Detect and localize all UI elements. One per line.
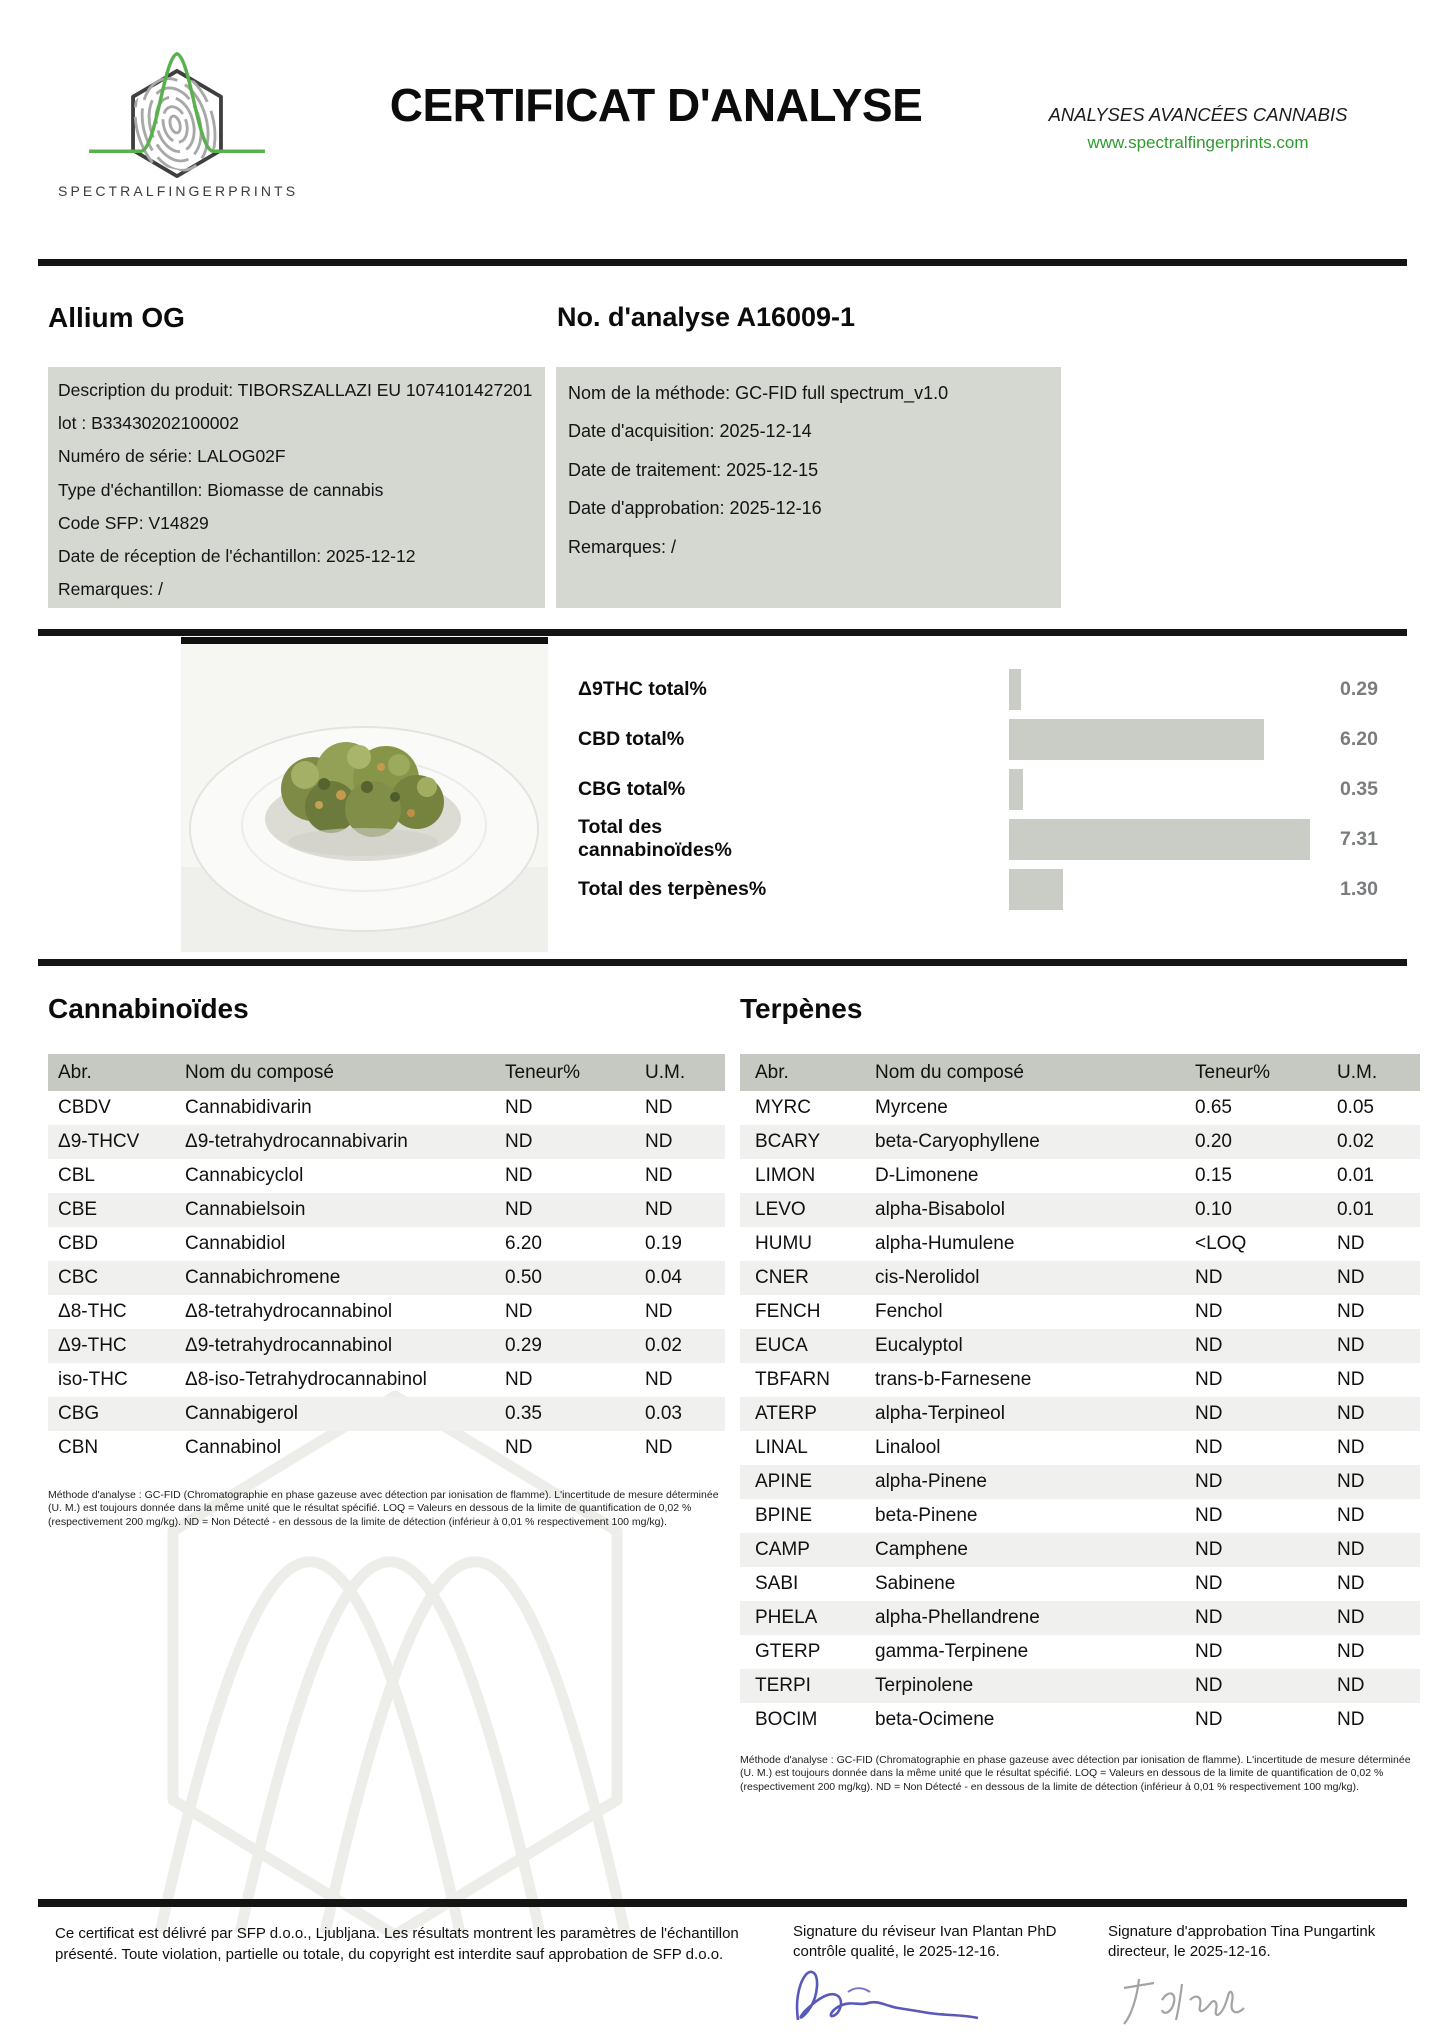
- chart-label: Δ9THC total%: [578, 677, 707, 700]
- table-cell: Cannabidiol: [185, 1233, 286, 1254]
- table-cell: 0.03: [645, 1403, 682, 1424]
- table-cell: EUCA: [755, 1335, 808, 1356]
- table-cell: 0.04: [645, 1267, 682, 1288]
- table-cell: alpha-Pinene: [875, 1471, 987, 1492]
- table-cell: Cannabielsoin: [185, 1199, 306, 1220]
- table-row: [48, 1397, 725, 1431]
- table-row: [48, 1193, 725, 1227]
- table-cell: ND: [505, 1301, 533, 1322]
- table-cell: APINE: [755, 1471, 813, 1492]
- table-cell: ND: [645, 1437, 673, 1458]
- table-row: [740, 1193, 1420, 1227]
- terpenes-table: [740, 1054, 1420, 1737]
- table-cell: ND: [1337, 1573, 1365, 1594]
- info-line: Nom de la méthode: GC-FID full spectrum_v1.0: [568, 383, 949, 403]
- table-row: [740, 1567, 1420, 1601]
- table-row: [740, 1397, 1420, 1431]
- table-cell: ND: [505, 1165, 533, 1186]
- table-row: [48, 1329, 725, 1363]
- table-cell: BOCIM: [755, 1709, 818, 1730]
- table-cell: 0.02: [645, 1335, 682, 1356]
- chart-bar: [1009, 769, 1023, 810]
- table-row: [740, 1635, 1420, 1669]
- table-cell: Fenchol: [875, 1301, 943, 1322]
- logo-wordmark: SPECTRALFINGERPRINTS: [58, 183, 299, 199]
- table-row: [740, 1601, 1420, 1635]
- table-cell: Camphene: [875, 1539, 968, 1560]
- table-cell: Cannabinol: [185, 1437, 282, 1458]
- table-cell: HUMU: [755, 1233, 812, 1254]
- chart-value: 0.35: [1340, 777, 1378, 800]
- table-cell: LIMON: [755, 1165, 816, 1186]
- table-cell: ND: [505, 1369, 533, 1390]
- table-cell: ND: [645, 1131, 673, 1152]
- table-cell: iso-THC: [58, 1369, 128, 1390]
- table-cell: alpha-Terpineol: [875, 1403, 1005, 1424]
- divider-footer: [38, 1899, 1407, 1907]
- reviewer-line1: Signature du réviseur Ivan Plantan PhD: [793, 1923, 1057, 1940]
- info-line: Date d'acquisition: 2025-12-14: [568, 421, 812, 442]
- table-cell: 0.01: [1337, 1199, 1374, 1220]
- table-cell: ND: [1337, 1505, 1365, 1526]
- table-cell: Sabinene: [875, 1573, 956, 1594]
- table-header-row: [48, 1054, 725, 1091]
- column-header: U.M.: [645, 1062, 686, 1083]
- info-line: Date de traitement: 2025-12-15: [568, 459, 819, 480]
- column-header: Teneur%: [505, 1062, 580, 1083]
- chart-label: CBD total%: [578, 727, 685, 750]
- table-cell: ND: [1195, 1539, 1223, 1560]
- table-cell: ND: [1337, 1267, 1365, 1288]
- table-row: [740, 1465, 1420, 1499]
- table-cell: Δ9-THCV: [58, 1131, 140, 1152]
- table-cell: 0.29: [505, 1335, 542, 1356]
- table-cell: CNER: [755, 1267, 809, 1288]
- hexagon-spectral-watermark-icon: [155, 1388, 635, 1945]
- table-cell: PHELA: [755, 1607, 818, 1628]
- table-cell: ND: [1195, 1573, 1223, 1594]
- table-cell: beta-Ocimene: [875, 1709, 995, 1730]
- table-cell: ND: [645, 1369, 673, 1390]
- sample-photo-art: [181, 637, 548, 952]
- table-cell: ND: [1337, 1709, 1365, 1730]
- table-cell: ATERP: [755, 1403, 817, 1424]
- table-row: [740, 1703, 1420, 1737]
- header-tagline-block: [1030, 104, 1366, 153]
- table-cell: 0.35: [505, 1403, 542, 1424]
- chart-bar: [1009, 869, 1063, 910]
- table-cell: GTERP: [755, 1641, 821, 1662]
- analysis-number: No. d'analyse A16009-1: [557, 302, 856, 332]
- chart-value: 6.20: [1340, 727, 1378, 750]
- method-note-terpenes: Méthode d'analyse : GC-FID (Chromatographie en phase gazeuse avec détection par ionisation de flamme). L'incertitude de mesure déterminée (U. M.) est toujours donnée dans la même unité que le résultat spécifié. LOQ = Valeurs en dessous de la limite de quantification de 0,02 % (respectivement 200 mg/kg). ND = Non Détecté - en dessous de la limite de détection (inférieur à 0,01 % respectivement 100 mg/kg).: [740, 1754, 1411, 1793]
- table-cell: CBD: [58, 1233, 99, 1254]
- table-cell: Δ8-THC: [58, 1301, 127, 1322]
- table-cell: ND: [1195, 1505, 1223, 1526]
- header-logo: [58, 48, 299, 199]
- table-row: [740, 1669, 1420, 1703]
- table-cell: D-Limonene: [875, 1165, 979, 1186]
- table-cell: ND: [645, 1199, 673, 1220]
- table-row: [740, 1499, 1420, 1533]
- column-header: Abr.: [755, 1062, 789, 1083]
- table-cell: alpha-Humulene: [875, 1233, 1015, 1254]
- column-header: Teneur%: [1195, 1062, 1270, 1083]
- table-row: [48, 1261, 725, 1295]
- table-cell: Δ8-tetrahydrocannabinol: [185, 1301, 393, 1322]
- approver-line2: directeur, le 2025-12-16.: [1108, 1943, 1271, 1960]
- column-header: Abr.: [58, 1062, 92, 1083]
- table-cell: ND: [1337, 1607, 1365, 1628]
- table-cell: SABI: [755, 1573, 799, 1594]
- info-line: Remarques: /: [58, 579, 164, 600]
- cannabis-sample-photo: [181, 637, 548, 952]
- table-cell: ND: [505, 1199, 533, 1220]
- table-cell: CBL: [58, 1165, 95, 1186]
- table-cell: BPINE: [755, 1505, 813, 1526]
- table-row: [740, 1363, 1420, 1397]
- table-cell: Δ8-iso-Tetrahydrocannabinol: [185, 1369, 427, 1390]
- table-cell: ND: [505, 1437, 533, 1458]
- table-row: [48, 1159, 725, 1193]
- table-cell: trans-b-Farnesene: [875, 1369, 1032, 1390]
- chart-bar: [1009, 719, 1264, 760]
- chart-value: 1.30: [1340, 877, 1378, 900]
- table-cell: cis-Nerolidol: [875, 1267, 980, 1288]
- column-header: Nom du composé: [185, 1062, 334, 1083]
- table-cell: alpha-Phellandrene: [875, 1607, 1040, 1628]
- table-cell: FENCH: [755, 1301, 821, 1322]
- table-cell: 0.02: [1337, 1131, 1374, 1152]
- table-cell: LEVO: [755, 1199, 806, 1220]
- table-cell: ND: [1337, 1675, 1365, 1696]
- table-cell: 6.20: [505, 1233, 542, 1254]
- table-cell: ND: [645, 1097, 673, 1118]
- chart-value: 0.29: [1340, 677, 1378, 700]
- divider-mid-2: [38, 959, 1407, 966]
- chart-row: [578, 814, 1378, 864]
- method-note-cannabinoids: Méthode d'analyse : GC-FID (Chromatographie en phase gazeuse avec détection par ionisation de flamme). L'incertitude de mesure déterminée (U. M.) est toujours donnée dans la même unité que le résultat spécifié. LOQ = Valeurs en dessous de la limite de quantification de 0,02 % (respectivement 200 mg/kg). ND = Non Détecté - en dessous de la limite de détection (inférieur à 0,01 % respectivement 100 mg/kg).: [48, 1489, 719, 1528]
- approver-signature-image: [1112, 1966, 1292, 2036]
- table-cell: ND: [1337, 1641, 1365, 1662]
- divider-mid-1: [38, 629, 1407, 636]
- table-cell: ND: [1195, 1607, 1223, 1628]
- table-cell: TBFARN: [755, 1369, 830, 1390]
- table-cell: Eucalyptol: [875, 1335, 963, 1356]
- header-tagline: ANALYSES AVANCÉES CANNABIS: [1048, 104, 1348, 125]
- table-cell: ND: [1195, 1675, 1223, 1696]
- table-row: [740, 1125, 1420, 1159]
- table-cell: ND: [1195, 1335, 1223, 1356]
- table-cell: ND: [1195, 1437, 1223, 1458]
- table-row: [740, 1295, 1420, 1329]
- table-row: [740, 1261, 1420, 1295]
- table-cell: Cannabigerol: [185, 1403, 299, 1424]
- table-cell: ND: [645, 1301, 673, 1322]
- approver-signature-block: [1108, 1922, 1418, 1962]
- hexagon-fingerprint-gaussian-icon: [71, 48, 283, 178]
- section-title-terpenes: Terpènes: [740, 993, 863, 1024]
- reviewer-line2: contrôle qualité, le 2025-12-16.: [793, 1943, 1000, 1960]
- table-cell: ND: [1195, 1403, 1223, 1424]
- table-cell: 0.20: [1195, 1131, 1232, 1152]
- table-row: [740, 1159, 1420, 1193]
- table-row: [48, 1363, 725, 1397]
- table-cell: Cannabichromene: [185, 1267, 341, 1288]
- table-cell: Myrcene: [875, 1097, 948, 1118]
- table-cell: MYRC: [755, 1097, 811, 1118]
- info-line: Code SFP: V14829: [58, 512, 209, 533]
- info-line: Remarques: /: [568, 536, 677, 557]
- method-info-box: [556, 367, 1061, 608]
- table-cell: Δ9-tetrahydrocannabivarin: [185, 1131, 408, 1152]
- cannabinoids-table: [48, 1054, 725, 1465]
- sample-info-box: [48, 367, 545, 608]
- chart-label: Total des terpènes%: [578, 877, 767, 900]
- table-row: [740, 1227, 1420, 1261]
- table-row: [740, 1431, 1420, 1465]
- chart-label: CBG total%: [578, 777, 686, 800]
- table-cell: beta-Caryophyllene: [875, 1131, 1040, 1152]
- table-cell: TERPI: [755, 1675, 811, 1696]
- table-cell: Cannabidivarin: [185, 1097, 312, 1118]
- column-header: Nom du composé: [875, 1062, 1024, 1083]
- table-cell: ND: [1337, 1301, 1365, 1322]
- info-line: Description du produit: TIBORSZALLAZI EU 1074101427201: [58, 380, 533, 400]
- table-cell: ND: [1337, 1233, 1365, 1254]
- table-cell: 0.50: [505, 1267, 542, 1288]
- table-cell: CBC: [58, 1267, 99, 1288]
- table-row: [48, 1125, 725, 1159]
- table-cell: ND: [1195, 1641, 1223, 1662]
- column-header: U.M.: [1337, 1062, 1378, 1083]
- table-row: [740, 1533, 1420, 1567]
- table-cell: ND: [1195, 1709, 1223, 1730]
- summary-chart: [578, 664, 1378, 914]
- table-cell: ND: [1195, 1301, 1223, 1322]
- table-cell: CBN: [58, 1437, 99, 1458]
- table-cell: CBG: [58, 1403, 100, 1424]
- table-cell: BCARY: [755, 1131, 821, 1152]
- table-row: [48, 1227, 725, 1261]
- product-name: Allium OG: [48, 302, 185, 333]
- website-link[interactable]: www.spectralfingerprints.com: [1087, 133, 1309, 152]
- table-cell: CAMP: [755, 1539, 810, 1560]
- chart-bar: [1009, 819, 1310, 860]
- table-cell: ND: [1337, 1437, 1365, 1458]
- table-cell: ND: [1195, 1471, 1223, 1492]
- table-cell: ND: [645, 1165, 673, 1186]
- table-cell: CBDV: [58, 1097, 111, 1118]
- table-cell: 0.05: [1337, 1097, 1374, 1118]
- table-cell: gamma-Terpinene: [875, 1641, 1029, 1662]
- table-cell: ND: [1337, 1471, 1365, 1492]
- chart-row: [578, 864, 1378, 914]
- table-cell: ND: [1195, 1369, 1223, 1390]
- table-cell: 0.15: [1195, 1165, 1232, 1186]
- table-cell: ND: [505, 1097, 533, 1118]
- reviewer-signature-block: [793, 1922, 1098, 1962]
- table-cell: <LOQ: [1195, 1233, 1247, 1254]
- table-cell: Linalool: [875, 1437, 941, 1458]
- chart-row: [578, 714, 1378, 764]
- table-row: [740, 1091, 1420, 1125]
- table-cell: ND: [1195, 1267, 1223, 1288]
- info-line: Date de réception de l'échantillon: 2025-12-12: [58, 546, 416, 567]
- chart-row: [578, 764, 1378, 814]
- divider-top: [38, 259, 1407, 266]
- reviewer-signature-image: [788, 1962, 1018, 2037]
- table-cell: ND: [1337, 1335, 1365, 1356]
- table-cell: 0.10: [1195, 1199, 1232, 1220]
- info-line: Date d'approbation: 2025-12-16: [568, 498, 822, 519]
- chart-row: [578, 664, 1378, 714]
- table-cell: alpha-Bisabolol: [875, 1199, 1005, 1220]
- table-header-row: [740, 1054, 1420, 1091]
- table-cell: LINAL: [755, 1437, 808, 1458]
- table-cell: ND: [1337, 1369, 1365, 1390]
- table-cell: 0.01: [1337, 1165, 1374, 1186]
- footer-disclaimer: Ce certificat est délivré par SFP d.o.o., Ljubljana. Les résultats montrent les paramètres de l'échantillon présenté. Toute violation, partielle ou totale, du copyright est interdite sauf approbation de SFP d.o.o.: [55, 1925, 739, 1963]
- chart-bar: [1009, 669, 1021, 710]
- section-title-cannabinoids: Cannabinoïdes: [48, 993, 249, 1024]
- table-cell: ND: [1337, 1539, 1365, 1560]
- chart-value: 7.31: [1340, 827, 1378, 850]
- table-cell: 0.19: [645, 1233, 682, 1254]
- table-cell: ND: [1337, 1403, 1365, 1424]
- table-cell: Cannabicyclol: [185, 1165, 304, 1186]
- table-cell: Terpinolene: [875, 1675, 974, 1696]
- table-row: [48, 1295, 725, 1329]
- info-line: Type d'échantillon: Biomasse de cannabis: [58, 479, 384, 500]
- table-cell: ND: [505, 1131, 533, 1152]
- info-line: lot : B33430202100002: [58, 413, 239, 434]
- table-row: [740, 1329, 1420, 1363]
- info-line: Numéro de série: LALOG02F: [58, 446, 286, 467]
- table-cell: 0.65: [1195, 1097, 1232, 1118]
- table-cell: Δ9-THC: [58, 1335, 127, 1356]
- table-cell: CBE: [58, 1199, 98, 1220]
- table-cell: Δ9-tetrahydrocannabinol: [185, 1335, 393, 1356]
- approver-line1: Signature d'approbation Tina Pungartink: [1108, 1923, 1376, 1940]
- chart-label: Total des cannabinoïdes%: [578, 816, 732, 861]
- table-row: [48, 1431, 725, 1465]
- table-row: [48, 1091, 725, 1125]
- table-cell: beta-Pinene: [875, 1505, 978, 1526]
- page-title: CERTIFICAT D'ANALYSE: [389, 79, 923, 131]
- photo-top-bar: [181, 637, 548, 644]
